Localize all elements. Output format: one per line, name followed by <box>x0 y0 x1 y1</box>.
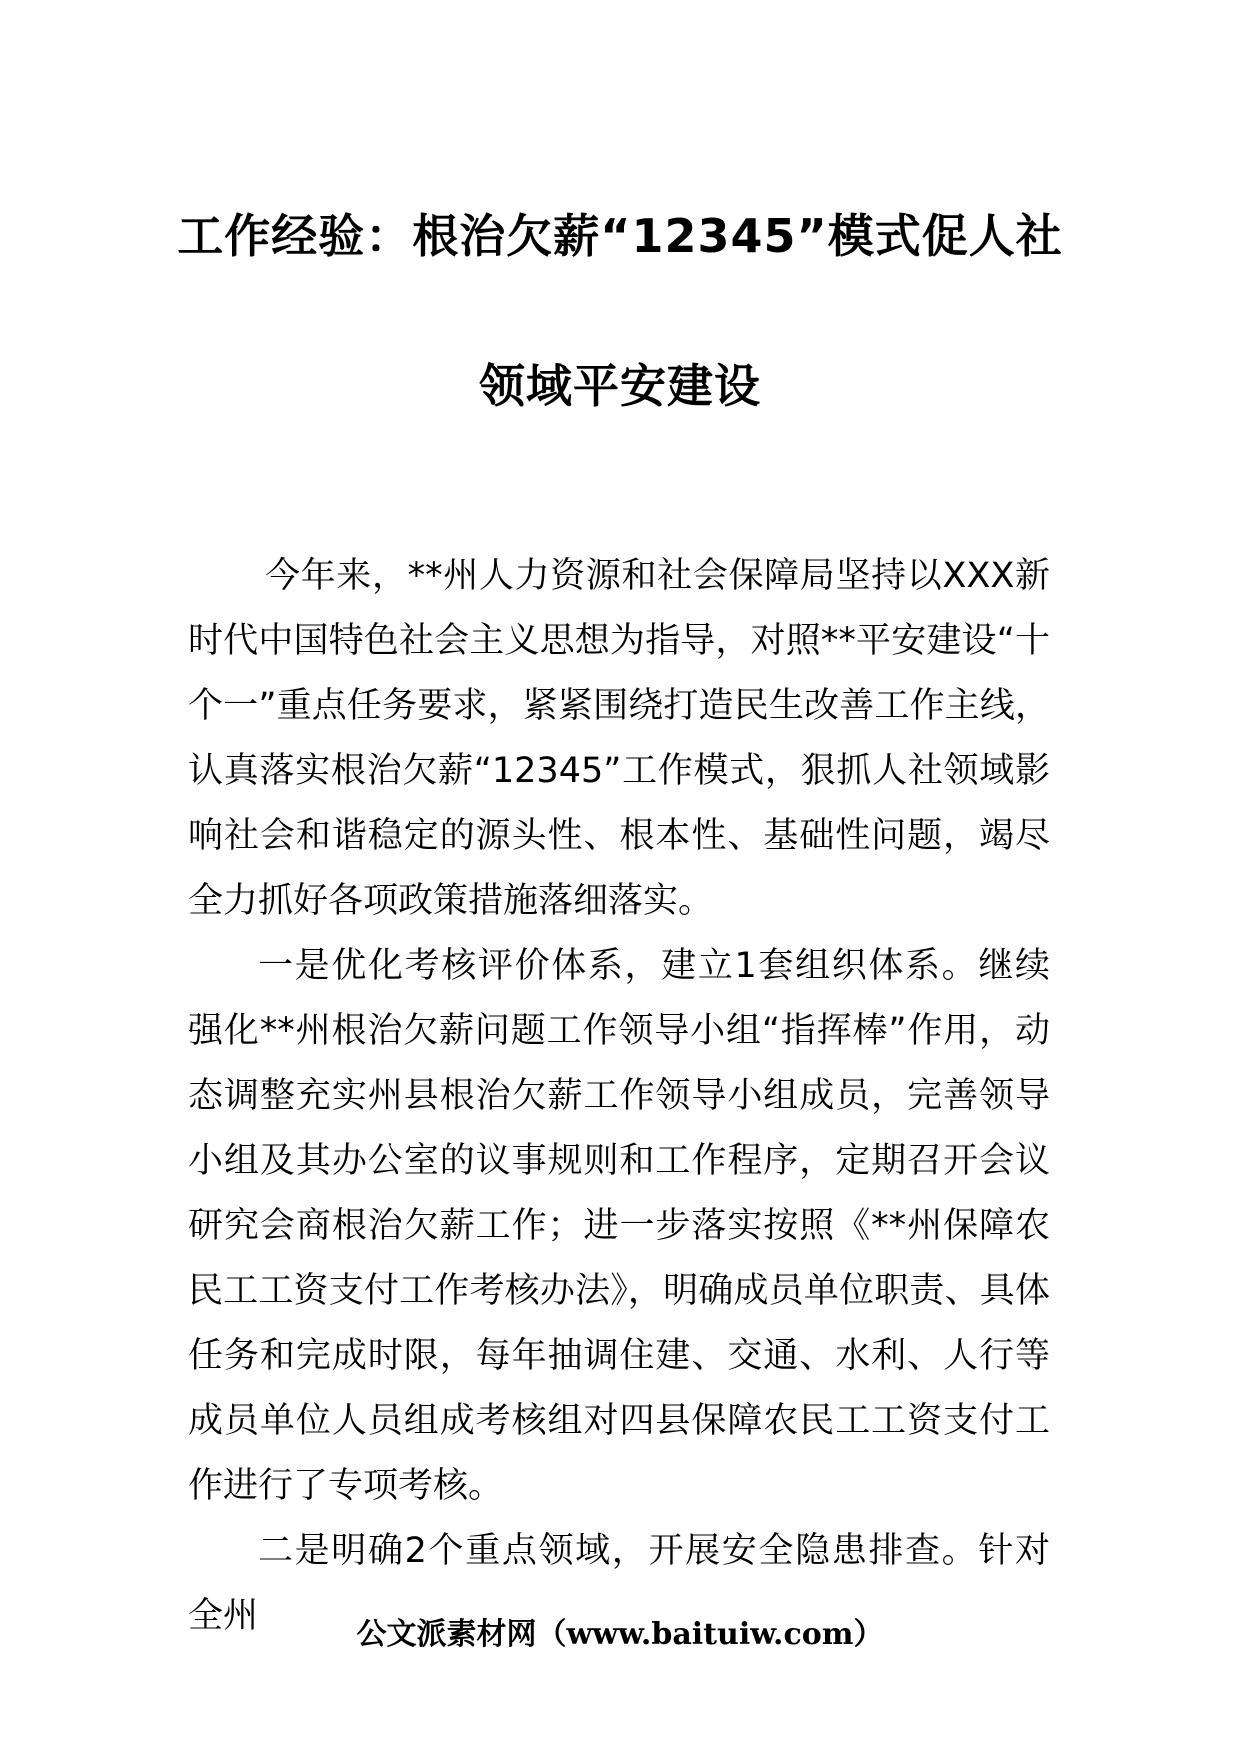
document-body <box>188 544 1050 1649</box>
document-title-line-1: 工作经验：根治欠薪“12345”模式促人社 <box>177 209 1063 263</box>
body-paragraph-intro: 今年来，**州人力资源和社会保障局坚持以XXX新时代中国特色社会主义思想为指导，对照**平安建设“十个一”重点任务要求，紧紧围绕打造民生改善工作主线，认真落实根治欠薪“12345”工作模式，狠抓人社领域影响社会和谐稳定的源头性、根本性、基础性问题，竭尽全力抓好各项政策措施落细落实。 <box>188 556 1050 921</box>
body-paragraph-point-1: 一是优化考核评价体系，建立1套组织体系。继续强化**州根治欠薪问题工作领导小组“指挥棒”作用，动态调整充实州县根治欠薪工作领导小组成员，完善领导小组及其办公室的议事规则和工作程序，定期召开会议研究会商根治欠薪工作；进一步落实按照《**州保障农民工工资支付工作考核办法》，明确成员单位职责、具体任务和完成时限，每年抽调住建、交通、水利、人行等成员单位人员组成考核组对四县保障农民工工资支付工作进行了专项考核。 <box>188 946 1050 1506</box>
body-paragraph-point-2: 二是明确2个重点领域，开展安全隐患排查。针对全州 <box>188 1531 1050 1636</box>
document-title-line-2: 领域平安建设 <box>479 359 761 413</box>
watermark-footer: 公文派素材网（www.baituiw.com） <box>356 1617 884 1652</box>
